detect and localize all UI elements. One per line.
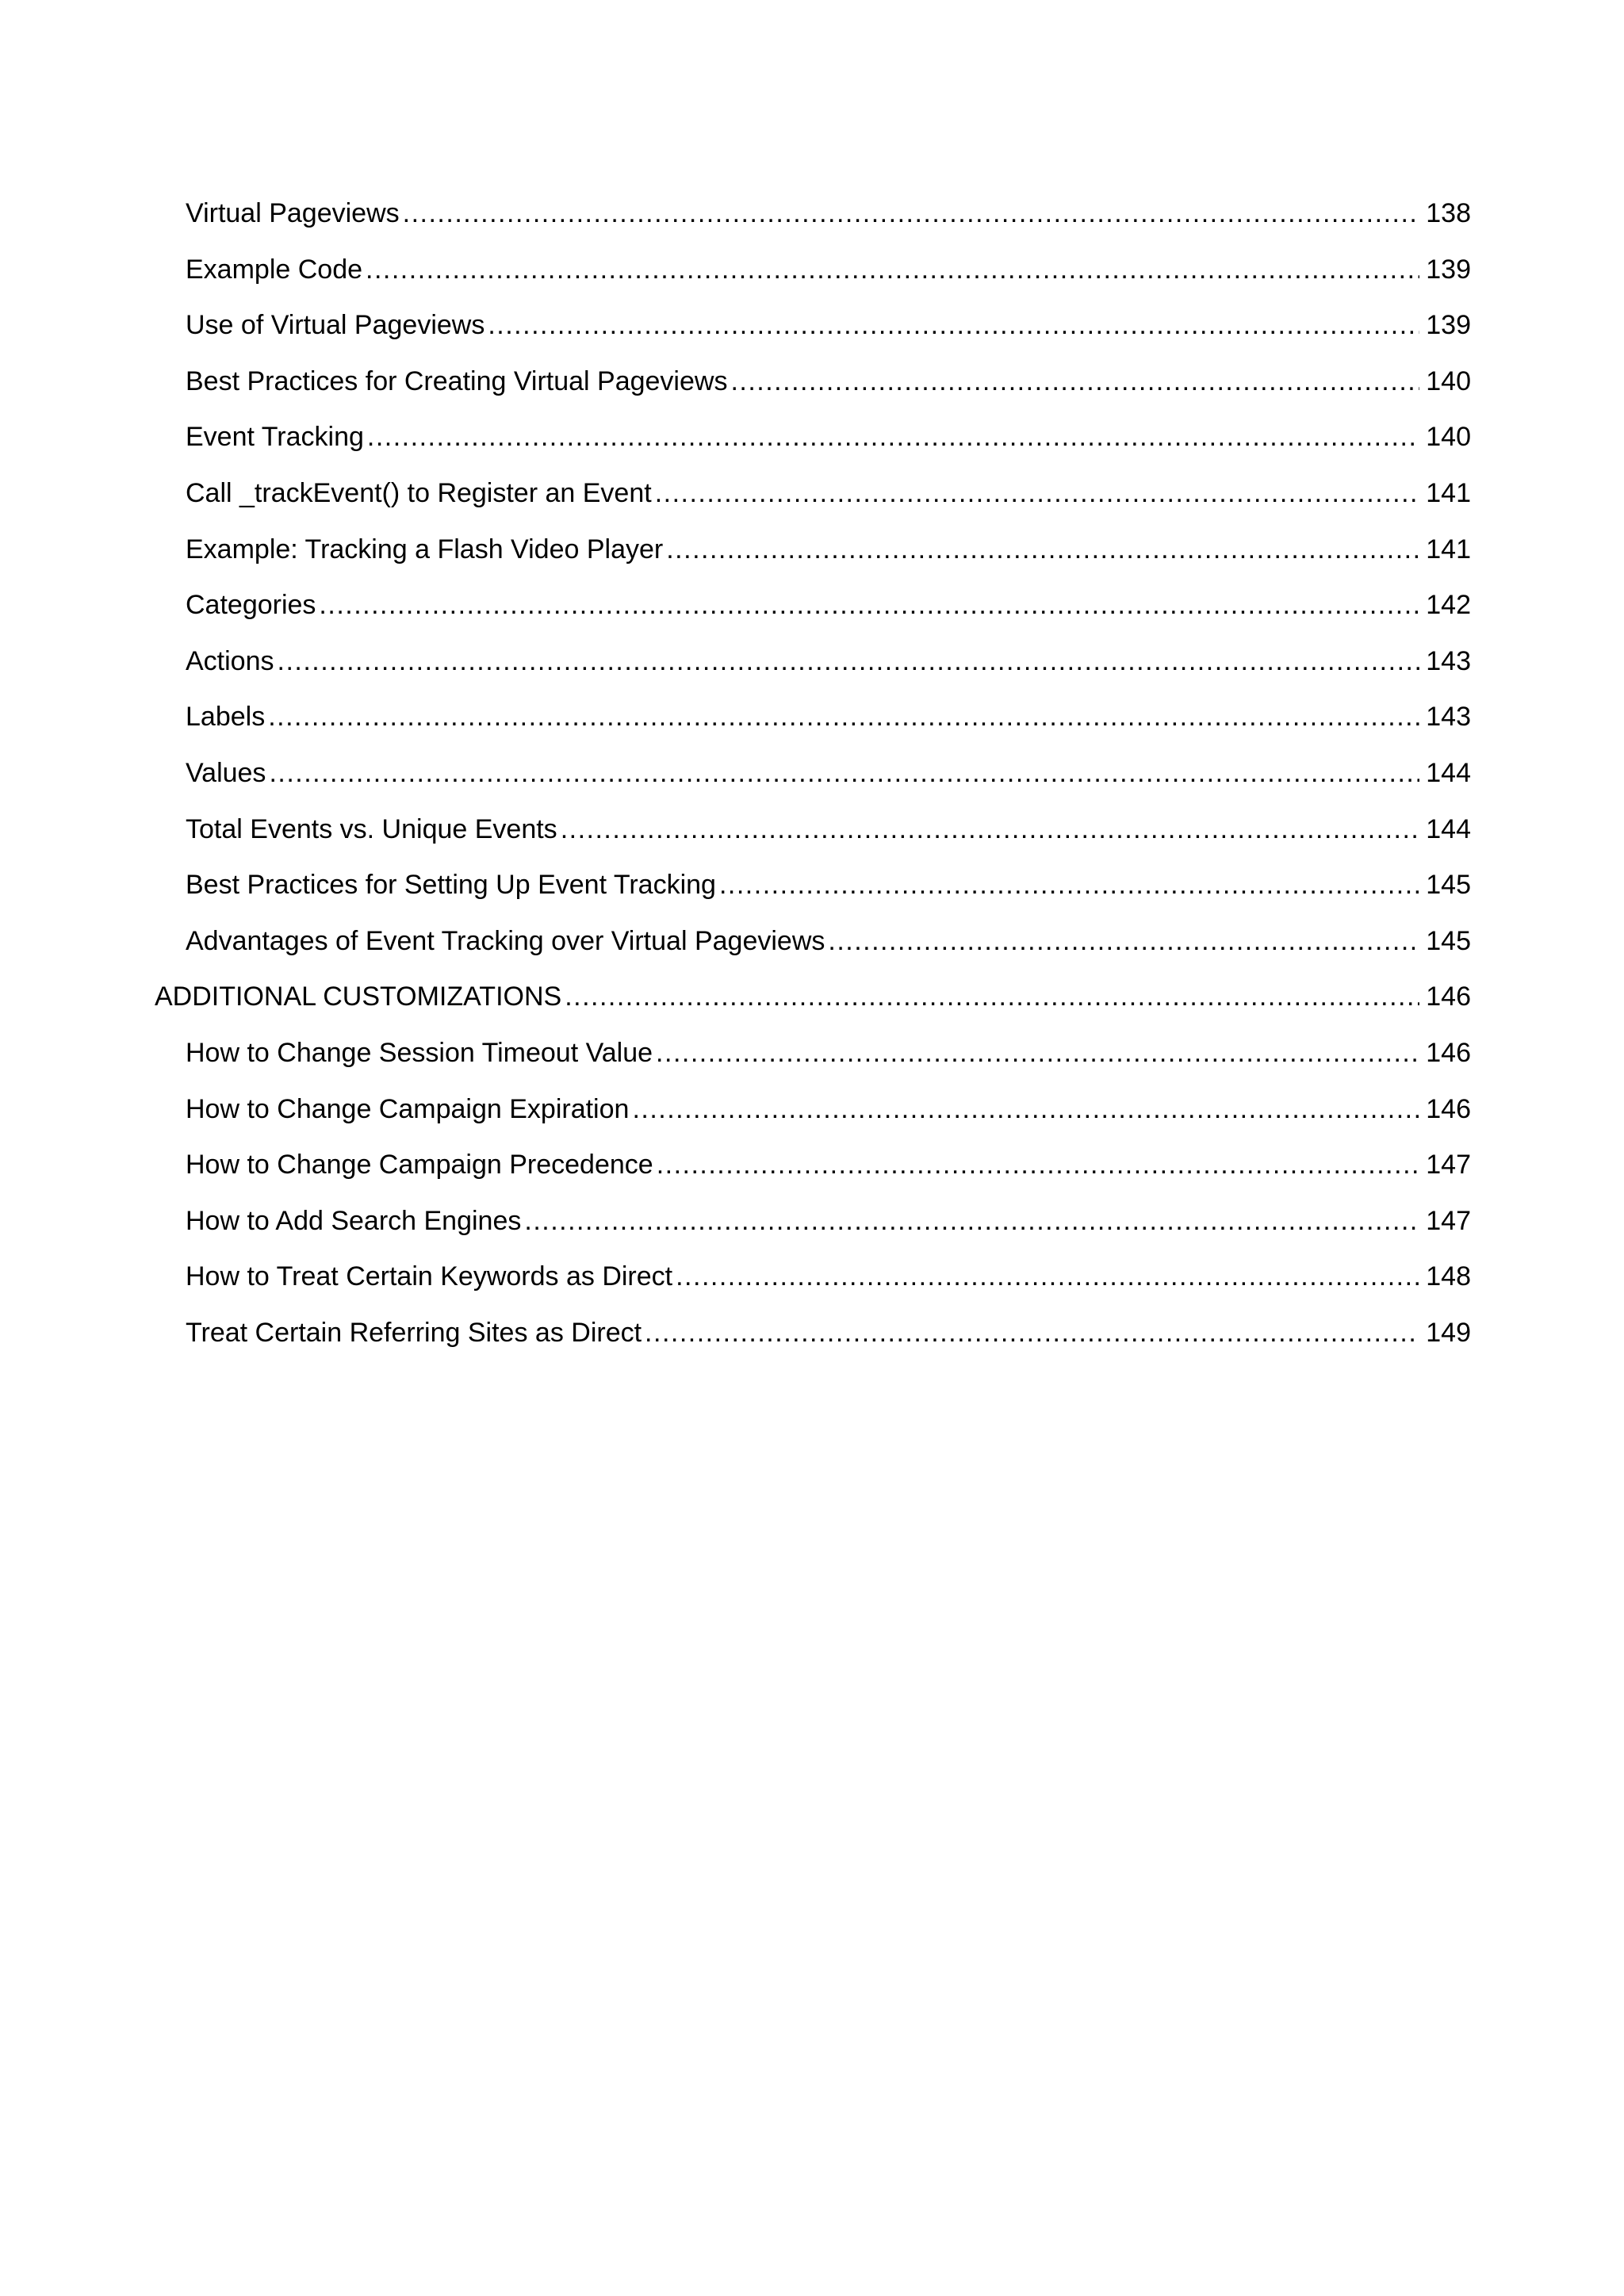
toc-page-number: 146 [1426,1093,1471,1124]
toc-page-number: 147 [1426,1150,1471,1181]
toc-page-number: 143 [1426,645,1471,676]
toc-entry-title: Use of Virtual Pageviews [186,310,485,341]
toc-entry-title: ADDITIONAL CUSTOMIZATIONS [155,982,562,1012]
toc-entry[interactable] [155,921,1471,978]
toc-entry[interactable] [155,250,1471,306]
toc-dot-leader [676,1257,1419,1296]
toc-dot-leader [565,977,1419,1016]
toc-entry[interactable] [155,1145,1471,1201]
toc-entry[interactable] [155,530,1471,586]
toc-dot-leader [666,530,1419,569]
toc-entry-title: Total Events vs. Unique Events [186,813,557,844]
toc-entry[interactable] [155,1201,1471,1257]
toc-page-number: 141 [1426,534,1471,564]
toc-dot-leader [657,1145,1420,1184]
toc-dot-leader [524,1201,1419,1241]
toc-dot-leader [366,250,1419,289]
toc-entry[interactable] [155,417,1471,473]
toc-dot-leader [632,1089,1419,1129]
toc-dot-leader [278,641,1420,681]
toc-page-number: 143 [1426,702,1471,733]
toc-dot-leader [488,305,1419,345]
toc-entry-title: How to Change Campaign Precedence [186,1150,653,1181]
toc-entry[interactable] [155,1313,1471,1369]
toc-entry-title: Best Practices for Creating Virtual Pageviews [186,365,728,396]
toc-entry[interactable] [155,305,1471,362]
toc-entry-title: Advantages of Event Tracking over Virtual Pageviews [186,925,825,956]
toc-page-number: 139 [1426,310,1471,341]
toc-entry-title: Virtual Pageviews [186,198,400,228]
toc-entry[interactable] [155,1033,1471,1089]
toc-page-number: 139 [1426,254,1471,285]
toc-entry-title: How to Change Campaign Expiration [186,1093,630,1124]
toc-dot-leader [730,362,1419,401]
toc-entry-title: Categories [186,590,316,621]
toc-entry[interactable] [155,193,1471,250]
table-of-contents [155,193,1471,1368]
toc-entry-title: Event Tracking [186,422,364,453]
toc-dot-leader [655,473,1420,513]
toc-page-number: 148 [1426,1261,1471,1292]
toc-dot-leader [645,1313,1419,1353]
toc-dot-leader [367,417,1419,457]
toc-page-number: 149 [1426,1317,1471,1348]
toc-dot-leader [719,865,1419,905]
toc-entry-title: Actions [186,645,274,676]
toc-entry-title: How to Change Session Timeout Value [186,1037,653,1068]
toc-dot-leader [656,1033,1419,1073]
toc-entry-title: Example: Tracking a Flash Video Player [186,534,664,564]
toc-entry-title: How to Treat Certain Keywords as Direct [186,1261,673,1292]
toc-page-number: 144 [1426,813,1471,844]
toc-page-number: 142 [1426,590,1471,621]
toc-page-number: 146 [1426,1037,1471,1068]
toc-entry[interactable] [155,362,1471,418]
toc-entry-title: How to Add Search Engines [186,1205,522,1236]
toc-dot-leader [268,697,1419,737]
toc-entry-title: Labels [186,702,266,733]
toc-page-number: 147 [1426,1205,1471,1236]
toc-page-number: 141 [1426,477,1471,508]
toc-entry-title: Example Code [186,254,363,285]
toc-entry-title: Values [186,757,266,788]
toc-page-number: 138 [1426,198,1471,228]
toc-entry-title: Call _trackEvent() to Register an Event [186,477,652,508]
toc-dot-leader [269,753,1419,793]
toc-dot-leader [319,585,1419,625]
toc-entry[interactable] [155,641,1471,698]
toc-dot-leader [561,809,1420,849]
toc-entry[interactable] [155,585,1471,641]
toc-page-number: 146 [1426,982,1471,1012]
toc-entry[interactable] [155,753,1471,809]
toc-entry[interactable] [155,697,1471,753]
toc-entry[interactable] [155,473,1471,530]
toc-page-number: 144 [1426,757,1471,788]
toc-entry[interactable] [155,865,1471,921]
toc-page-number: 145 [1426,870,1471,901]
toc-entry[interactable] [155,1257,1471,1313]
toc-dot-leader [828,921,1419,961]
toc-entry-title: Best Practices for Setting Up Event Tracking [186,870,716,901]
toc-section-heading[interactable] [155,977,1471,1033]
toc-entry-title: Treat Certain Referring Sites as Direct [186,1317,642,1348]
toc-page-number: 140 [1426,365,1471,396]
toc-page-number: 145 [1426,925,1471,956]
toc-entry[interactable] [155,1089,1471,1146]
toc-entry[interactable] [155,809,1471,866]
toc-dot-leader [403,193,1420,233]
toc-page-number: 140 [1426,422,1471,453]
